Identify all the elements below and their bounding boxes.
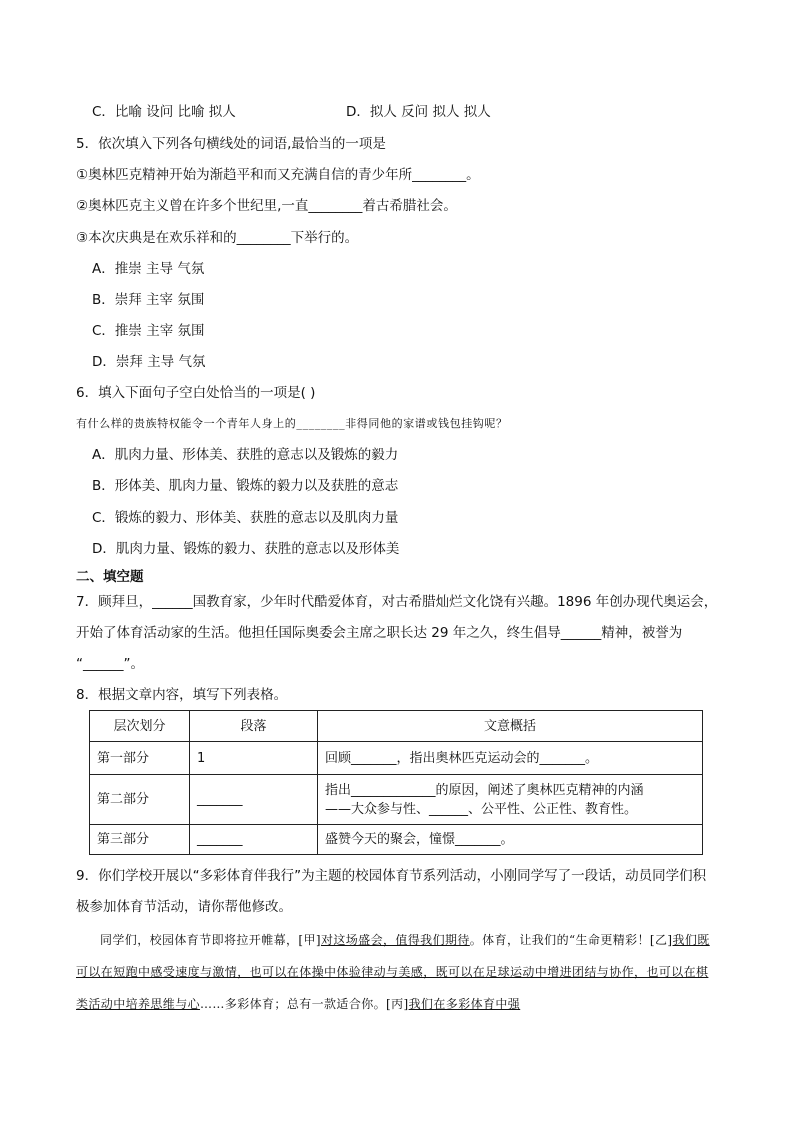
summary-cell: 回顾_______，指出奥林匹克运动会的_______。 [318, 742, 703, 775]
q6-option-a: A．肌肉力量、形体美、获胜的意志以及锻炼的毅力 [92, 447, 399, 463]
q8-stem: 8．根据文章内容，填写下列表格。 [76, 687, 288, 703]
summary-line: ——大众参与性、______、公平性、公正性、教育性。 [325, 801, 638, 817]
passage-text: [乙] [649, 933, 673, 947]
header-paragraph: 段落 [190, 711, 318, 742]
q4-option-c: C．比喻 设问 比喻 拟人 [92, 104, 236, 120]
table-row [90, 742, 703, 775]
q5-option-d: D．崇拜 主导 气氛 [92, 354, 206, 370]
q7-line-2: 开始了体育活动家的生活。他担任国际奥委会主席之职长达 29 年之久，终生倡导______精神，被誉为 [76, 625, 683, 641]
q5-stem: 5．依次填入下列各句横线处的词语,最恰当的一项是 [76, 136, 386, 152]
summary-cell: 盛赞今天的聚会，憧憬_______。 [318, 825, 703, 855]
passage-underlined: 我们在多彩体育中强 [408, 997, 521, 1011]
q5-sentence-2: ②奥林匹克主义曾在许多个世纪里,一直________着古希腊社会。 [76, 198, 457, 214]
passage-text: 同学们，校园体育节即将拉开帷幕，[甲] [100, 933, 321, 947]
q6-stem: 6．填入下面句子空白处恰当的一项是( ) [76, 385, 316, 401]
summary-table [89, 710, 703, 855]
paragraph-cell: _______ [190, 775, 318, 825]
q9-passage [76, 924, 718, 1020]
q5-option-a: A．推崇 主导 气氛 [92, 261, 205, 277]
q6-option-b: B．形体美、肌肉力量、锻炼的毅力以及获胜的意志 [92, 478, 399, 494]
q6-option-c: C．锻炼的毅力、形体美、获胜的意志以及肌肉力量 [92, 510, 399, 526]
table-row [90, 775, 703, 825]
table-row [90, 825, 703, 855]
passage-text: ……多彩体育；总有一款适合你。[丙] [200, 997, 409, 1011]
passage-underlined: 我们既可以在短跑中感受速度与激情，也可以在体操中体验律动与美感，既可以在足球运动中增进团结与协作，也可以在棋类活动中培养思维与心 [76, 933, 710, 1011]
q5-option-c: C．推崇 主宰 氛围 [92, 323, 205, 339]
q6-sentence: 有什么样的贵族特权能令一个青年人身上的________非得同他的家谱或钱包挂钩呢？ [76, 417, 508, 430]
q6-option-d: D．肌肉力量、锻炼的毅力、获胜的意志以及形体美 [92, 541, 400, 557]
paragraph-cell: 1 [190, 742, 318, 775]
summary-line: 指出_____________的原因，阐述了奥林匹克精神的内涵 [325, 782, 644, 798]
header-summary: 文意概括 [318, 711, 703, 742]
passage-underlined: 对这场盛会，值得我们期待 [320, 933, 470, 947]
q5-option-b: B．崇拜 主宰 氛围 [92, 292, 205, 308]
passage-text: 。体育，让我们的“生命更精彩！ [469, 933, 650, 947]
section-heading: 二、填空题 [76, 569, 144, 585]
q7-line-1: 7．顾拜旦，______国教育家，少年时代酷爱体育，对古希腊灿烂文化饶有兴趣。1896 年创办现代奥运会， [76, 594, 718, 610]
q9-line-2: 极参加体育节活动，请你帮他修改。 [76, 899, 292, 915]
header-level: 层次划分 [90, 711, 190, 742]
q4-option-d: D．拟人 反问 拟人 拟人 [346, 104, 491, 120]
q5-sentence-1: ①奥林匹克精神开始为渐趋平和而又充满自信的青少年所________。 [76, 167, 480, 183]
table-header-row [90, 711, 703, 742]
summary-cell [318, 775, 703, 825]
part-cell: 第三部分 [90, 825, 190, 855]
q5-sentence-3: ③本次庆典是在欢乐祥和的________下举行的。 [76, 230, 359, 246]
part-cell: 第二部分 [90, 775, 190, 825]
q7-line-3: “______”。 [76, 656, 144, 672]
q9-line-1: 9．你们学校开展以“多彩体育伴我行”为主题的校园体育节系列活动，小刚同学写了一段话，动员同学们积 [76, 868, 707, 884]
paragraph-cell: _______ [190, 825, 318, 855]
part-cell: 第一部分 [90, 742, 190, 775]
